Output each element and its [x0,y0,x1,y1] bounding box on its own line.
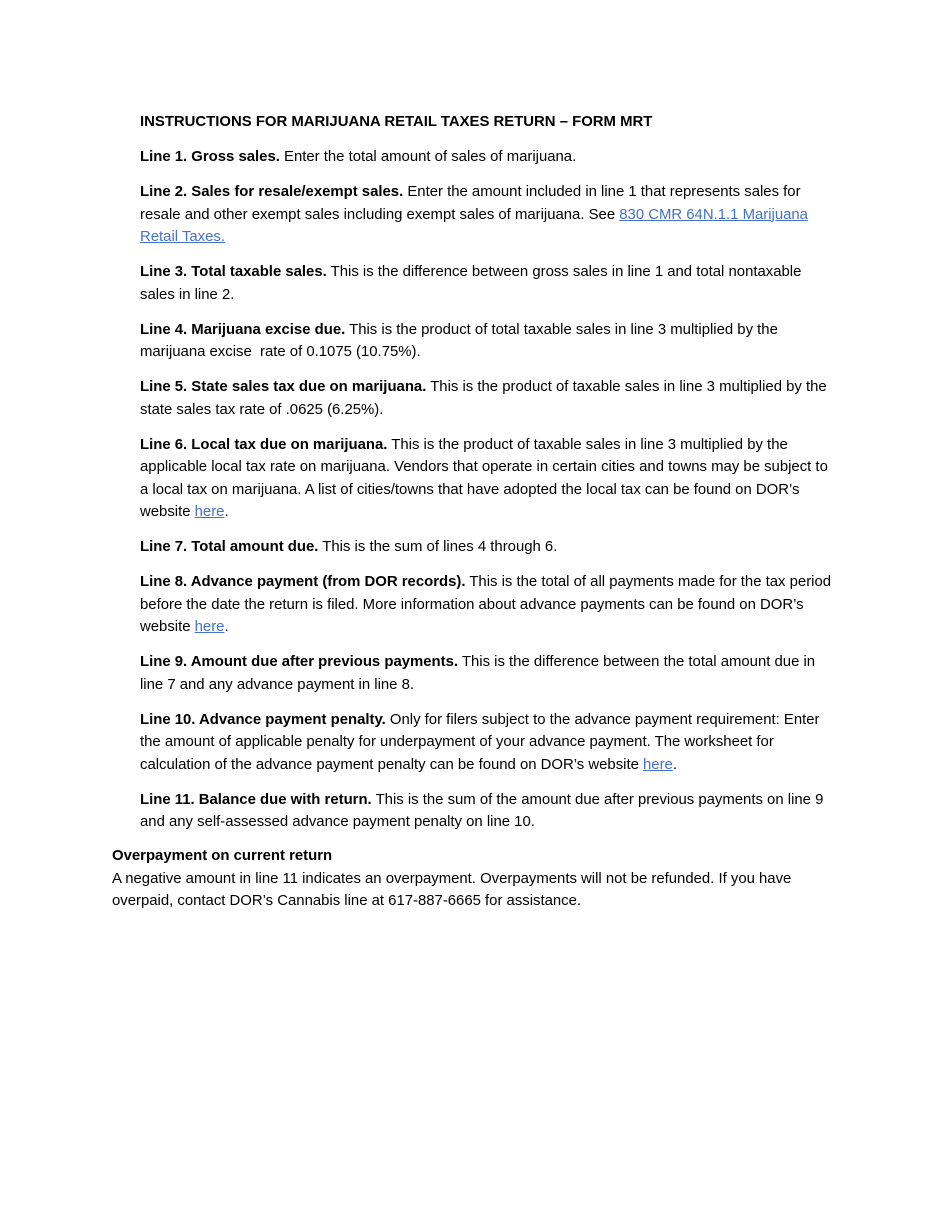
line-2-text: Enter the amount included in line 1 that represents sales for resale and other exempt sales including exempt sales of marijuana. See [140,184,801,223]
line-3-entry [140,261,840,306]
line-4-entry [140,319,840,364]
line-11-label: Line 11. Balance due with return. [140,791,372,808]
line-8-entry [140,571,840,639]
local-tax-here-link[interactable]: here [194,504,225,520]
line-3-text: This is the difference between gross sales in line 1 and total nontaxable sales in line 2. [140,264,802,303]
penalty-worksheet-here-link[interactable]: here [643,756,673,773]
overpayment-text: A negative amount in line 11 indicates an overpayment. Overpayments will not be refunded. If you have overpaid, contact DOR’s Cannabis line at 617-887-6665 for assistance. [112,870,792,909]
line-11-text: This is the sum of the amount due after previous payments on line 9 and any self-assessed advance payment penalty on line 10. [140,791,824,830]
line-10-entry [140,709,840,777]
line-5-text: This is the product of taxable sales in line 3 multiplied by the state sales tax rate of .0625 (6.25%). [140,379,827,418]
line-9-text: This is the difference between the total amount due in line 7 and any advance payment in line 8. [140,654,816,693]
line-instructions [140,146,840,846]
line-6-period: . [224,504,229,520]
line-7-entry [140,536,840,559]
line-5-entry [140,376,840,421]
cmr-regulation-link[interactable]: 830 CMR 64N.1.1 Marijuana Retail Taxes. [140,206,808,245]
line-7-label: Line 7. Total amount due. [140,539,319,555]
line-5-label: Line 5. State sales tax due on marijuana. [140,379,427,395]
line-6-label: Line 6. Local tax due on marijuana. [140,436,388,453]
line-9-entry [140,651,840,696]
document-title: INSTRUCTIONS FOR MARIJUANA RETAIL TAXES RETURN – FORM MRT [140,114,653,130]
line-2-entry [140,181,840,249]
overpayment-heading: Overpayment on current return [112,848,333,864]
line-10-period: . [672,756,677,773]
advance-payments-here-link[interactable]: here [194,619,225,635]
line-10-text: Only for filers subject to the advance payment requirement: Enter the amount of applicable penalty for underpayment of your advance payment. The worksheet for calculation of the advance payment penalty can be found on DOR’s website [140,711,820,773]
line-11-entry [140,789,840,834]
line-2-label: Line 2. Sales for resale/exempt sales. [140,184,404,200]
line-10-label: Line 10. Advance payment penalty. [140,711,386,728]
line-3-label: Line 3. Total taxable sales. [140,264,327,280]
line-8-period: . [224,619,229,635]
line-4-label: Line 4. Marijuana excise due. [140,321,346,338]
line-1-entry [140,146,840,169]
line-6-text: This is the product of taxable sales in line 3 multiplied by the applicable local tax rate on marijuana. Vendors that operate in certain cities and towns may be subject to a local tax on marijuana. A list of cities/towns that have adopted the local tax can be found on DOR’s website [140,436,828,520]
line-1-label: Line 1. Gross sales. [140,149,280,165]
line-8-text: This is the total of all payments made for the tax period before the date the return is filed. More information about advance payments can be found on DOR’s website [140,574,832,635]
overpayment-section [112,845,840,913]
line-4-text: This is the product of total taxable sales in line 3 multiplied by the marijuana excise rate of 0.1075 (10.75%). [140,321,783,360]
line-1-text: Enter the total amount of sales of marijuana. [279,149,577,165]
line-8-label: Line 8. Advance payment (from DOR records). [140,574,466,590]
line-7-text: This is the sum of lines 4 through 6. [318,539,558,555]
line-9-label: Line 9. Amount due after previous payments. [140,654,459,670]
line-6-entry [140,434,840,524]
